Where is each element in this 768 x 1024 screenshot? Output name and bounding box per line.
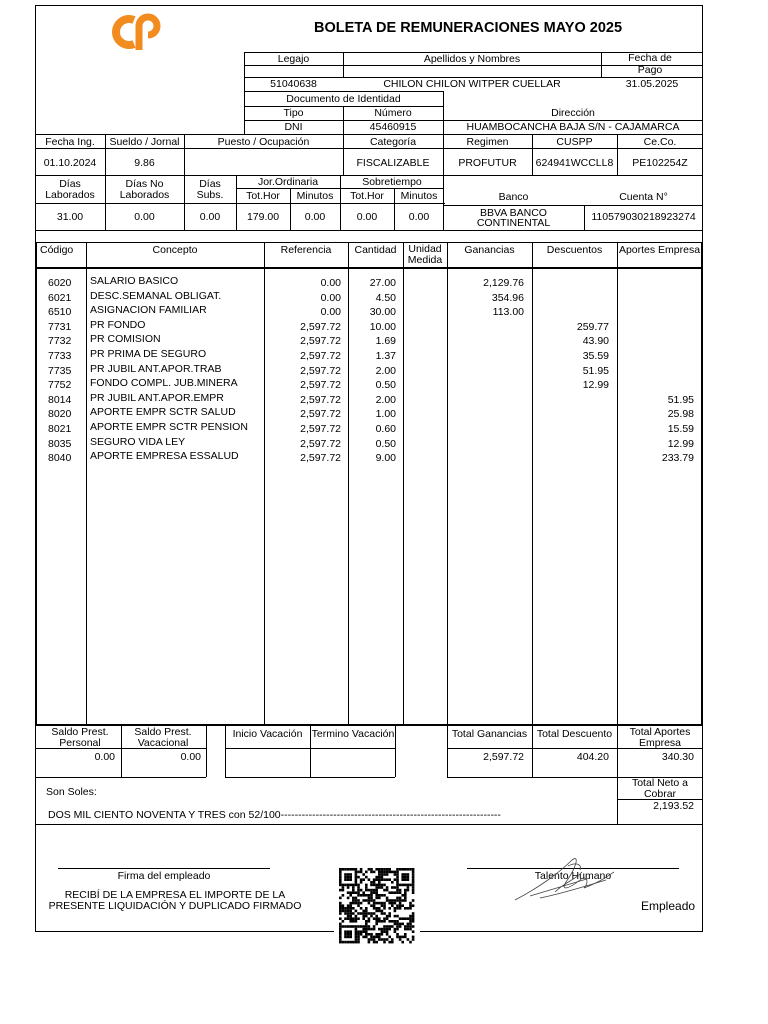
row-descuentos-cell: 43.90 [582,335,609,348]
row-descuentos-cell: 35.59 [582,349,609,362]
row-concepto-cell: PR COMISION [90,333,161,346]
dias-lab-value: 31.00 [56,211,84,223]
aportes-column [617,276,694,466]
row-descuentos-cell [532,451,609,466]
tipo-value: DNI [284,121,303,133]
row-cantidad-cell: 2.00 [375,364,396,377]
fecha-ing-label: Fecha Ing. [45,136,95,148]
ceco-value: PE102254Z [632,157,688,169]
fecha-ing-value: 01.10.2024 [43,157,97,169]
row-descuentos-cell: 12.99 [582,379,609,392]
sob-minutos-label: Minutos [400,190,438,202]
saldo-personal-label: Saldo Prest. Personal [51,725,109,749]
row-referencia-cell: 2,597.72 [300,379,341,392]
row-ganancias-cell [447,393,524,408]
row-concepto-cell: SALARIO BASICO [90,275,179,287]
row-cantidad-cell: 0.50 [375,379,396,392]
sueldo-value: 9.86 [134,157,155,169]
row-aportes-cell: 25.98 [667,408,694,421]
row-descuentos-cell [532,305,609,320]
company-logo [112,12,164,52]
row-aportes-cell: 12.99 [667,437,694,450]
empleado-label: Empleado [641,899,696,913]
son-soles-label: Son Soles: [46,786,97,798]
dias-subs-value: 0.00 [199,211,221,223]
row-codigo-cell: 7733 [48,349,72,362]
total-descuento-value: 404.20 [576,751,609,763]
signature-scribble [510,852,620,904]
direccion-label: Dirección [551,107,595,119]
referencia-column [264,276,341,466]
row-ganancias-cell [447,334,524,349]
row-ganancias-cell: 113.00 [492,306,524,319]
row-codigo-cell: 7735 [48,364,72,377]
row-aportes-cell [617,305,694,320]
sob-tot-hor-label: Tot.Hor [350,190,384,202]
row-descuentos-cell [532,393,609,408]
row-codigo-cell: 8021 [48,422,72,435]
row-ganancias-cell: 354.96 [491,291,524,304]
row-cantidad-cell: 30.00 [369,306,396,319]
row-referencia-cell: 2,597.72 [300,320,341,333]
row-aportes-cell [617,334,694,349]
nombres-value: CHILON CHILON WITPER CUELLAR [383,78,561,90]
row-aportes-cell [617,291,694,306]
dias-no-lab-value: 0.00 [134,211,155,223]
regimen-label: Regimen [466,136,509,148]
cuspp-label: CUSPP [556,136,593,148]
cuenta-value: 110579030218923274 [591,211,696,223]
jor-ordinaria-label: Jor.Ordinaria [257,176,319,188]
row-referencia-cell: 0.00 [320,291,341,304]
dias-no-lab-label: Días No Laborados [119,177,170,201]
total-ganancias-label: Total Ganancias [451,728,528,740]
recibi-line1: RECIBÍ DE LA EMPRESA EL IMPORTE DE LA [64,889,286,901]
row-codigo-cell: 7731 [48,320,72,333]
jor-tot-hor-value: 179.00 [246,211,280,223]
row-codigo-cell: 6021 [48,291,72,304]
row-concepto-cell: PR JUBIL ANT.APOR.TRAB [90,362,222,375]
total-aportes-value: 340.30 [661,751,694,763]
col-ganancias-header: Ganancias [464,244,515,256]
saldo-personal-value: 0.00 [94,751,115,763]
row-aportes-cell: 15.59 [667,422,694,435]
row-referencia-cell: 2,597.72 [300,393,341,406]
row-concepto-cell: PR FONDO [90,318,146,331]
row-concepto-cell: SEGURO VIDA LEY [90,435,186,448]
row-descuentos-cell: 259.77 [576,320,609,333]
row-cantidad-cell: 2.00 [375,393,396,406]
row-aportes-cell [617,349,694,364]
row-referencia-cell: 2,597.72 [300,422,341,435]
col-cantidad-header: Cantidad [354,244,397,256]
row-cantidad-cell: 10.00 [369,320,396,333]
col-concepto-header: Concepto [152,244,198,256]
row-concepto-cell: ASIGNACION FAMILIAR [90,304,207,317]
row-ganancias-cell [447,451,524,466]
tipo-label: Tipo [283,107,304,119]
numero-label: Número [374,107,412,119]
codigo-column [48,276,84,466]
row-concepto-cell: APORTE EMPR SCTR PENSION [90,420,248,433]
recibi-line2: PRESENTE LIQUIDACIÓN Y DUPLICADO FIRMADO [48,900,302,912]
row-cantidad-cell: 1.00 [375,408,396,421]
col-aportes-header: Aportes Empresa [618,244,701,256]
jor-minutos-value: 0.00 [304,211,326,223]
col-descuentos-header: Descuentos [546,244,603,256]
ceco-label: Ce.Co. [643,136,677,148]
row-descuentos-cell: 51.95 [582,364,609,377]
row-referencia-cell: 2,597.72 [300,364,341,377]
row-cantidad-cell: 9.00 [375,452,396,465]
row-ganancias-cell [447,349,524,364]
sob-minutos-value: 0.00 [408,211,430,223]
row-concepto-cell: PR PRIMA DE SEGURO [90,347,207,360]
total-ganancias-value: 2,597.72 [483,751,524,763]
row-codigo-cell: 6020 [48,277,72,289]
row-descuentos-cell [532,407,609,422]
row-ganancias-cell [447,422,524,437]
banco-label: Banco [498,191,529,203]
row-cantidad-cell: 0.60 [375,422,396,435]
ganancias-column [447,276,524,466]
row-codigo-cell: 7752 [48,379,72,392]
row-descuentos-cell [532,276,609,291]
col-referencia-header: Referencia [280,244,332,256]
sueldo-label: Sueldo / Jornal [109,136,180,148]
firma-empleado-label: Firma del empleado [117,870,211,882]
row-ganancias-cell [447,407,524,422]
row-aportes-cell [617,378,694,393]
doc-identidad-label: Documento de Identidad [286,93,401,105]
row-ganancias-cell [447,320,524,335]
neto-value: 2,193.52 [653,800,694,812]
jor-tot-hor-label: Tot.Hor [246,190,280,202]
cuspp-value: 624941WCCLL8 [535,157,614,169]
row-descuentos-cell [532,422,609,437]
row-aportes-cell [617,320,694,335]
row-referencia-cell: 0.00 [320,306,341,319]
row-descuentos-cell [532,291,609,306]
row-aportes-cell: 51.95 [667,393,694,406]
row-concepto-cell: PR JUBIL ANT.APOR.EMPR [90,391,224,404]
cantidad-column [348,276,396,466]
row-concepto-cell: APORTE EMPRESA ESSALUD [90,450,239,463]
row-codigo-cell: 7732 [48,335,72,348]
row-aportes-cell: 233.79 [661,452,694,465]
total-aportes-label: Total Aportes Empresa [629,725,691,749]
direccion-value: HUAMBOCANCHA BAJA S/N - CAJAMARCA [466,121,680,133]
row-referencia-cell: 2,597.72 [300,335,341,348]
numero-value: 45460915 [369,121,417,133]
row-referencia-cell: 2,597.72 [300,437,341,450]
row-aportes-cell [617,364,694,379]
legajo-value: 51040638 [270,78,317,90]
row-aportes-cell [617,276,694,291]
row-codigo-cell: 8014 [48,393,72,406]
row-referencia-cell: 0.00 [320,277,341,289]
banco-value: BBVA BANCO CONTINENTAL [476,207,551,229]
nombres-label: Apellidos y Nombres [423,53,521,65]
talento-humano-label: Talento Humano [534,870,612,882]
row-cantidad-cell: 4.50 [375,291,396,304]
col-codigo-header: Código [40,244,74,256]
row-cantidad-cell: 0.50 [375,437,396,450]
fecha-pago-label: Fecha de Pago [628,52,672,76]
saldo-vacacional-value: 0.00 [180,751,201,763]
sob-tot-hor-value: 0.00 [356,211,378,223]
regimen-value: PROFUTUR [458,157,517,169]
row-codigo-cell: 6510 [48,306,72,319]
concepto-column [90,274,262,464]
row-codigo-cell: 8035 [48,437,72,450]
legajo-label: Legajo [277,53,310,65]
row-cantidad-cell: 1.37 [375,349,396,362]
termino-vacacion-label: Termino Vacación [311,728,395,740]
document-title: BOLETA DE REMUNERACIONES MAYO 2025 [314,20,623,36]
col-unidad-header: Unidad Medida [407,243,443,266]
row-ganancias-cell [447,378,524,393]
row-ganancias-cell [447,437,524,452]
row-concepto-cell: DESC.SEMANAL OBLIGAT. [90,289,222,302]
sobretiempo-label: Sobretiempo [362,176,422,188]
jor-minutos-label: Minutos [296,190,334,202]
qr-code [334,866,420,946]
row-referencia-cell: 2,597.72 [300,408,341,421]
monto-letras: DOS MIL CIENTO NOVENTA Y TRES con 52/100--------------------------------------------------------------- [48,809,501,821]
fecha-pago-value: 31.05.2025 [625,78,679,90]
row-referencia-cell: 2,597.72 [300,349,341,362]
cuenta-label: Cuenta N° [619,191,668,203]
categoria-label: Categoría [369,136,417,148]
categoria-value: FISCALIZABLE [356,157,430,169]
row-cantidad-cell: 27.00 [369,277,396,289]
row-cantidad-cell: 1.69 [375,335,396,348]
row-ganancias-cell: 2,129.76 [483,277,524,289]
total-descuento-label: Total Descuento [536,728,613,740]
dias-subs-label: Días Subs. [196,177,224,201]
row-ganancias-cell [447,364,524,379]
neto-label: Total Neto a Cobrar [631,776,689,800]
inicio-vacacion-label: Inicio Vacación [232,728,303,740]
saldo-vacacional-label: Saldo Prest. Vacacional [134,725,192,749]
row-referencia-cell: 2,597.72 [300,452,341,465]
row-descuentos-cell [532,437,609,452]
row-concepto-cell: FONDO COMPL. JUB.MINERA [90,377,238,390]
dias-lab-label: Días Laborados [45,177,95,201]
descuentos-column [532,276,609,466]
row-concepto-cell: APORTE EMPR SCTR SALUD [90,406,236,419]
puesto-label: Puesto / Ocupación [217,136,310,148]
row-codigo-cell: 8040 [48,452,72,465]
row-codigo-cell: 8020 [48,408,72,421]
